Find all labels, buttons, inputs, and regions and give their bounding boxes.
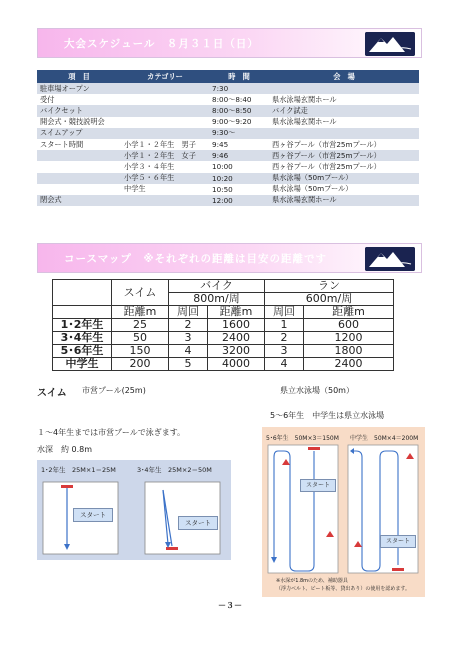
schedule-header-row bbox=[37, 70, 419, 83]
schedule-time: 9:45 bbox=[209, 139, 269, 150]
upper-grade-note: 5～6年生 中学生は県立水泳場 bbox=[270, 411, 385, 420]
pref-pool-lanes bbox=[262, 427, 425, 597]
run-laps: 1 bbox=[265, 319, 304, 332]
run-distance: 1200 bbox=[304, 332, 394, 345]
schedule-row bbox=[37, 173, 419, 184]
schedule-venue: 西ヶ谷プール（市営25mプール） bbox=[269, 150, 419, 161]
course-banner-title: コースマップ ※それぞれの距離は目安の距離です bbox=[64, 253, 328, 265]
run-laps: 2 bbox=[265, 332, 304, 345]
pref-pool-diagram bbox=[262, 427, 425, 597]
schedule-time: 7:30 bbox=[209, 83, 269, 94]
schedule-time: 9:46 bbox=[209, 150, 269, 161]
schedule-row bbox=[37, 184, 419, 195]
bike-laps: 2 bbox=[169, 319, 208, 332]
bike-header: バイク bbox=[169, 280, 265, 293]
bike-distance: 4000 bbox=[208, 358, 265, 371]
schedule-time: 10:20 bbox=[209, 173, 269, 184]
blank-cell bbox=[53, 280, 112, 306]
swim-distance: 50 bbox=[112, 332, 169, 345]
schedule-time: 12:00 bbox=[209, 195, 269, 206]
swim-distance: 200 bbox=[112, 358, 169, 371]
schedule-row bbox=[37, 150, 419, 161]
schedule-row bbox=[37, 139, 419, 150]
schedule-category bbox=[121, 105, 209, 116]
schedule-category bbox=[121, 117, 209, 128]
page-number: －３－ bbox=[218, 601, 242, 610]
schedule-category bbox=[121, 195, 209, 206]
schedule-row bbox=[37, 161, 419, 172]
schedule-venue: 県水泳場（50mプール） bbox=[269, 184, 419, 195]
city-pool-lanes bbox=[37, 460, 231, 560]
grade-label: 中学生 bbox=[53, 358, 112, 371]
schedule-venue: 西ヶ谷プール（市営25mプール） bbox=[269, 161, 419, 172]
swim-dist-header: 距離m bbox=[112, 306, 169, 319]
course-row bbox=[53, 358, 394, 371]
run-dist-header: 距離m bbox=[304, 306, 394, 319]
start-marker: スタート bbox=[73, 508, 113, 522]
run-unit: 600m/周 bbox=[265, 293, 394, 306]
schedule-item bbox=[37, 173, 121, 184]
schedule-item: スイムアップ bbox=[37, 128, 121, 139]
run-distance: 2400 bbox=[304, 358, 394, 371]
schedule-category: 小学１・２年生 男子 bbox=[121, 139, 209, 150]
schedule-venue bbox=[269, 128, 419, 139]
schedule-category: 小学３・４年生 bbox=[121, 161, 209, 172]
run-laps: 4 bbox=[265, 358, 304, 371]
city-pool-diagram bbox=[37, 460, 231, 560]
schedule-venue: 県水泳場玄関ホール bbox=[269, 195, 419, 206]
schedule-row bbox=[37, 128, 419, 139]
schedule-time: 8:00～8:40 bbox=[209, 94, 269, 105]
bike-laps-header: 周回 bbox=[169, 306, 208, 319]
schedule-category: 中学生 bbox=[121, 184, 209, 195]
schedule-item bbox=[37, 161, 121, 172]
schedule-category: 小学１・２年生 女子 bbox=[121, 150, 209, 161]
course-row bbox=[53, 345, 394, 358]
course-table bbox=[52, 279, 394, 371]
schedule-venue: 県水泳場玄関ホール bbox=[269, 94, 419, 105]
schedule-venue: 県水泳場玄関ホール bbox=[269, 117, 419, 128]
schedule-venue: 西ヶ谷プール（市営25mプール） bbox=[269, 139, 419, 150]
footnote-line2: （浮力ベルト、ビート板等、貸出あり）の使用を認めます。 bbox=[276, 586, 410, 592]
swim-title: スイム bbox=[37, 388, 67, 399]
schedule-venue bbox=[269, 83, 419, 94]
mountain-logo-icon bbox=[365, 32, 415, 56]
bike-laps: 4 bbox=[169, 345, 208, 358]
schedule-category bbox=[121, 128, 209, 139]
schedule-row bbox=[37, 105, 419, 116]
schedule-banner-title: 大会スケジュール ８月３１日（日） bbox=[64, 38, 259, 50]
run-distance: 1800 bbox=[304, 345, 394, 358]
schedule-row bbox=[37, 83, 419, 94]
bike-distance: 2400 bbox=[208, 332, 265, 345]
schedule-item bbox=[37, 184, 121, 195]
schedule-item: 駐車場オープン bbox=[37, 83, 121, 94]
diagram-label-34: 3･4年生 25M×2＝50M bbox=[137, 466, 212, 474]
bike-distance: 3200 bbox=[208, 345, 265, 358]
pref-pool-label: 県立水泳場（50m） bbox=[280, 386, 354, 395]
grade-label: 1･2年生 bbox=[53, 319, 112, 332]
swim-header: スイム bbox=[112, 280, 169, 306]
schedule-item: 開会式・競技説明会 bbox=[37, 117, 121, 128]
schedule-category bbox=[121, 94, 209, 105]
course-row bbox=[53, 332, 394, 345]
diagram-label-jhs: 中学生 50M×4＝200M bbox=[350, 435, 419, 442]
run-distance: 600 bbox=[304, 319, 394, 332]
schedule-venue: バイク試走 bbox=[269, 105, 419, 116]
blank-cell bbox=[53, 306, 112, 319]
run-laps: 3 bbox=[265, 345, 304, 358]
city-pool-label: 市営プール(25m) bbox=[82, 386, 146, 395]
schedule-time: 8:00～8:50 bbox=[209, 105, 269, 116]
schedule-row bbox=[37, 117, 419, 128]
swim-distance: 25 bbox=[112, 319, 169, 332]
start-marker: スタート bbox=[380, 535, 416, 548]
run-laps-header: 周回 bbox=[265, 306, 304, 319]
start-marker: スタート bbox=[300, 479, 336, 492]
bike-laps: 3 bbox=[169, 332, 208, 345]
schedule-category: 小学５・６年生 bbox=[121, 173, 209, 184]
col-item: 項 目 bbox=[37, 70, 121, 83]
swim-distance: 150 bbox=[112, 345, 169, 358]
schedule-banner bbox=[37, 28, 422, 58]
diagram-label-56: 5･6年生 50M×3＝150M bbox=[266, 435, 339, 442]
schedule-category bbox=[121, 83, 209, 94]
schedule-row bbox=[37, 94, 419, 105]
schedule-item: バイクセット bbox=[37, 105, 121, 116]
start-marker: スタート bbox=[178, 516, 218, 530]
col-time: 時 間 bbox=[209, 70, 269, 83]
grade-label: 3･4年生 bbox=[53, 332, 112, 345]
col-category: カテゴリー bbox=[121, 70, 209, 83]
schedule-item bbox=[37, 150, 121, 161]
col-venue: 会 場 bbox=[269, 70, 419, 83]
schedule-time: 9:30～ bbox=[209, 128, 269, 139]
schedule-time: 9:00～9:20 bbox=[209, 117, 269, 128]
schedule-item: 閉会式 bbox=[37, 195, 121, 206]
bike-unit: 800m/周 bbox=[169, 293, 265, 306]
schedule-time: 10:50 bbox=[209, 184, 269, 195]
footnote-line1: ※水深が1.8mのため、補助器具 bbox=[276, 578, 348, 584]
schedule-item: スタート時間 bbox=[37, 139, 121, 150]
bike-laps: 5 bbox=[169, 358, 208, 371]
run-header: ラン bbox=[265, 280, 394, 293]
mountain-logo-icon bbox=[365, 247, 415, 271]
grade-label: 5･6年生 bbox=[53, 345, 112, 358]
lower-grade-note: １～4年生までは市営プールで泳ぎます。 bbox=[37, 428, 186, 437]
bike-dist-header: 距離m bbox=[208, 306, 265, 319]
schedule-time: 10:00 bbox=[209, 161, 269, 172]
water-depth-label: 水深 約 0.8m bbox=[37, 445, 93, 454]
course-banner bbox=[37, 243, 422, 273]
schedule-row bbox=[37, 195, 419, 206]
diagram-label-12: 1･2年生 25M×1＝25M bbox=[41, 466, 116, 474]
schedule-venue: 県水泳場（50mプール） bbox=[269, 173, 419, 184]
schedule-table bbox=[37, 70, 419, 206]
schedule-item: 受付 bbox=[37, 94, 121, 105]
course-row bbox=[53, 319, 394, 332]
bike-distance: 1600 bbox=[208, 319, 265, 332]
